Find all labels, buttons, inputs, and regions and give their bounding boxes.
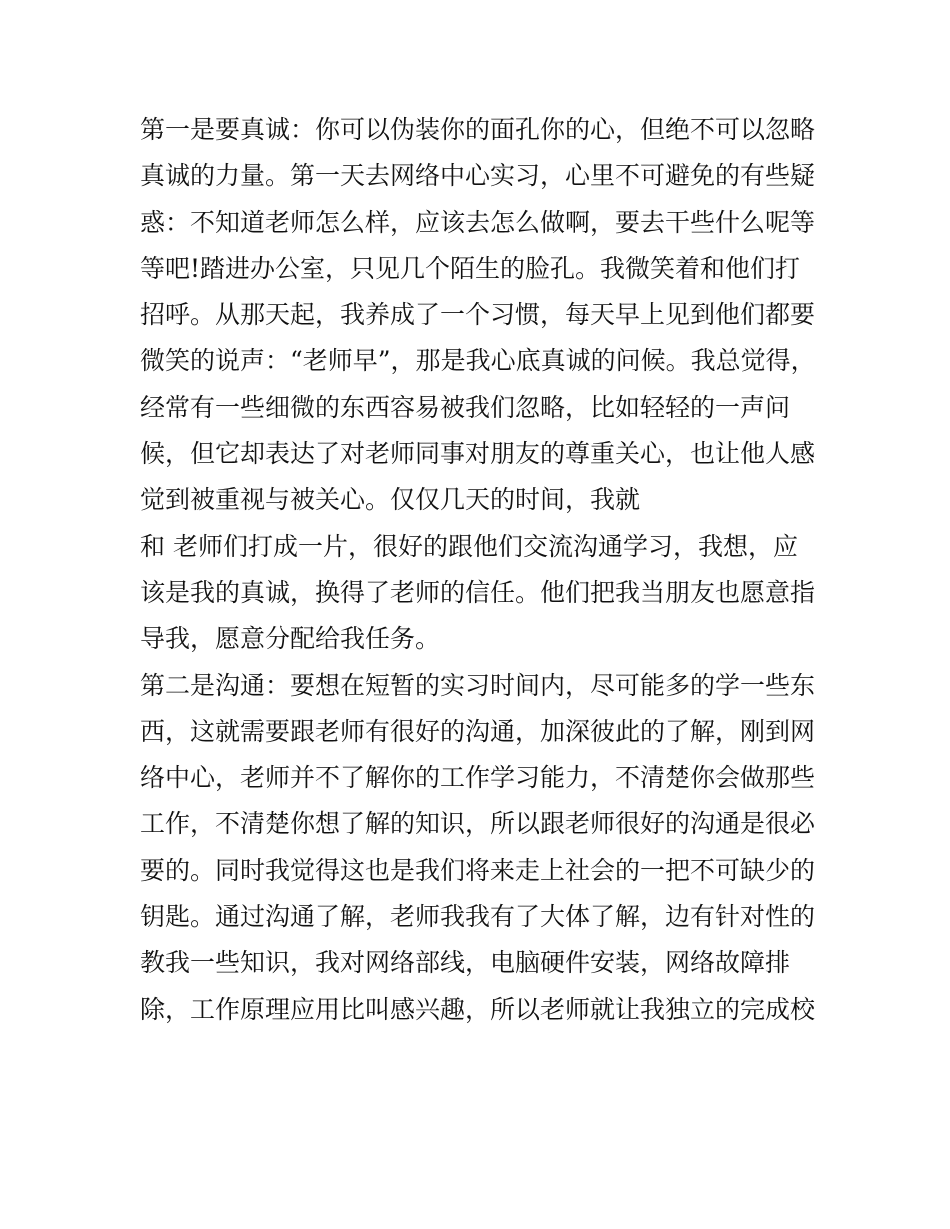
text-line: 第二是沟通：要想在短暂的实习时间内，尽可能多的学一些东: [140, 670, 816, 700]
text-line: 教我一些知识，我对网络部线，电脑硬件安装，网络故障排: [140, 948, 791, 978]
text-line: 惑：不知道老师怎么样，应该去怎么做啊，要去干些什么呢等: [140, 207, 816, 237]
text-line: 络中心，老师并不了解你的工作学习能力，不清楚你会做那些: [140, 763, 816, 793]
text-line: 等吧!踏进办公室，只见几个陌生的脸孔。我微笑着和他们打: [140, 253, 801, 283]
text-line: 和 老师们打成一片，很好的跟他们交流沟通学习，我想，应: [140, 531, 798, 561]
text-line: 除，工作原理应用比叫感兴趣，所以老师就让我独立的完成校: [140, 994, 816, 1024]
text-line: 招呼。从那天起，我养成了一个习惯，每天早上见到他们都要: [140, 300, 816, 330]
text-line: 经常有一些细微的东西容易被我们忽略，比如轻轻的一声问: [140, 392, 791, 422]
text-line: 钥匙。通过沟通了解，老师我我有了大体了解，边有针对性的: [140, 902, 816, 932]
text-line: 第一是要真诚：你可以伪装你的面孔你的心，但绝不可以忽略: [140, 115, 816, 144]
text-line: 导我，愿意分配给我任务。: [140, 624, 441, 654]
text-line: 微笑的说声：“老师早”，那是我心底真诚的问候。我总觉得，: [140, 346, 816, 376]
text-line: 西，这就需要跟老师有很好的沟通，加深彼此的了解，刚到网: [140, 716, 816, 746]
text-line: 要的。同时我觉得这也是我们将来走上社会的一把不可缺少的: [140, 855, 816, 885]
text-line: 候，但它却表达了对老师同事对朋友的尊重关心，也让他人感: [140, 439, 816, 469]
body-text: [140, 107, 820, 1033]
text-line: 该是我的真诚，换得了老师的信任。他们把我当朋友也愿意指: [140, 577, 816, 607]
text-line: 觉到被重视与被关心。仅仅几天的时间，我就: [140, 485, 641, 515]
text-line: 工作，不清楚你想了解的知识，所以跟老师很好的沟通是很必: [140, 809, 816, 839]
text-line: 真诚的力量。第一天去网络中心实习，心里不可避免的有些疑: [140, 161, 816, 191]
